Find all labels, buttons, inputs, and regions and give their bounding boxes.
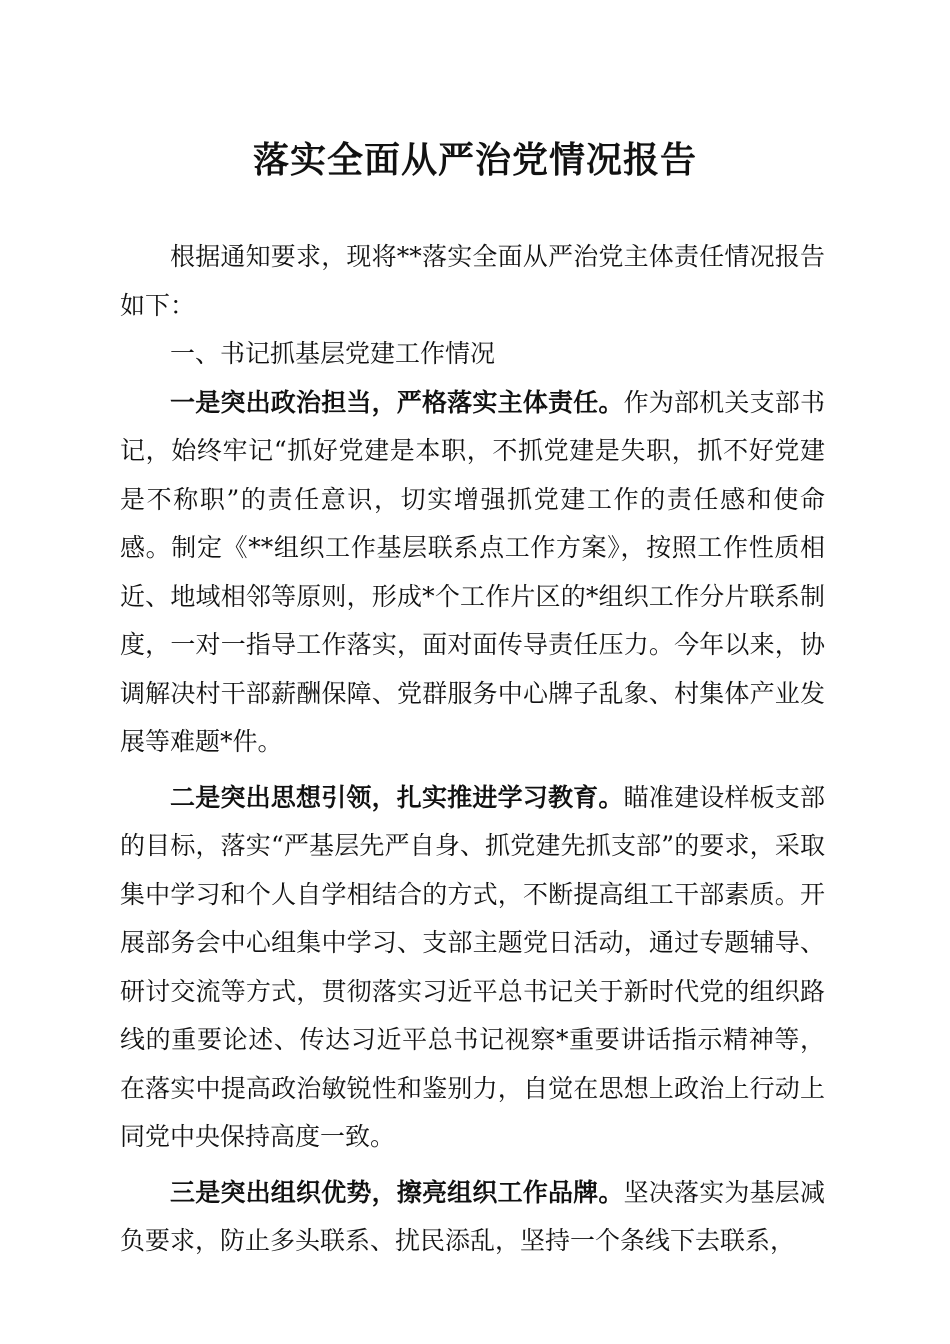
paragraph-lead: 二是突出思想引领，扎实推进学习教育。	[170, 782, 624, 812]
body-paragraph	[120, 379, 825, 767]
paragraph-text: 作为部机关支部书记，始终牢记“抓好党建是本职，不抓党建是失职，抓不好党建是不称职”的责任意识，切实增强抓党建工作的责任感和使命感。制定《**组织工作基层联系点工作方案》，按照工作性质相近、地域相邻等原则，形成*个工作片区的*组织工作分片联系制度，一对一指导工作落实，面对面传导责任压力。今年以来，协调解决村干部薪酬保障、党群服务中心牌子乱象、村集体产业发展等难题*件。	[120, 387, 825, 756]
paragraph-text: 坚决落实为基层减负要求，防止多头联系、扰民添乱，坚持一个条线下去联系，	[120, 1177, 825, 1255]
document-body	[120, 233, 825, 1266]
intro-paragraph: 根据通知要求，现将**落实全面从严治党主体责任情况报告如下：	[120, 242, 825, 320]
body-paragraph	[120, 774, 825, 1162]
paragraph-lead: 三是突出组织优势，擦亮组织工作品牌。	[170, 1177, 624, 1207]
section-heading: 一、书记抓基层党建工作情况	[170, 339, 496, 368]
document-title: 落实全面从严治党情况报告	[252, 139, 697, 181]
paragraph-lead: 一是突出政治担当，严格落实主体责任。	[170, 387, 624, 417]
paragraph-text: 瞄准建设样板支部的目标，落实“严基层先严自身、抓党建先抓支部”的要求，采取集中学习和个人自学相结合的方式，不断提高组工干部素质。开展部务会中心组集中学习、支部主题党日活动，通过专题辅导、研讨交流等方式，贯彻落实习近平总书记关于新时代党的组织路线的重要论述、传达习近平总书记视察*重要讲话指示精神等，在落实中提高政治敏锐性和鉴别力，自觉在思想上政治上行动上同党中央保持高度一致。	[120, 782, 825, 1151]
body-paragraph	[120, 1169, 825, 1266]
